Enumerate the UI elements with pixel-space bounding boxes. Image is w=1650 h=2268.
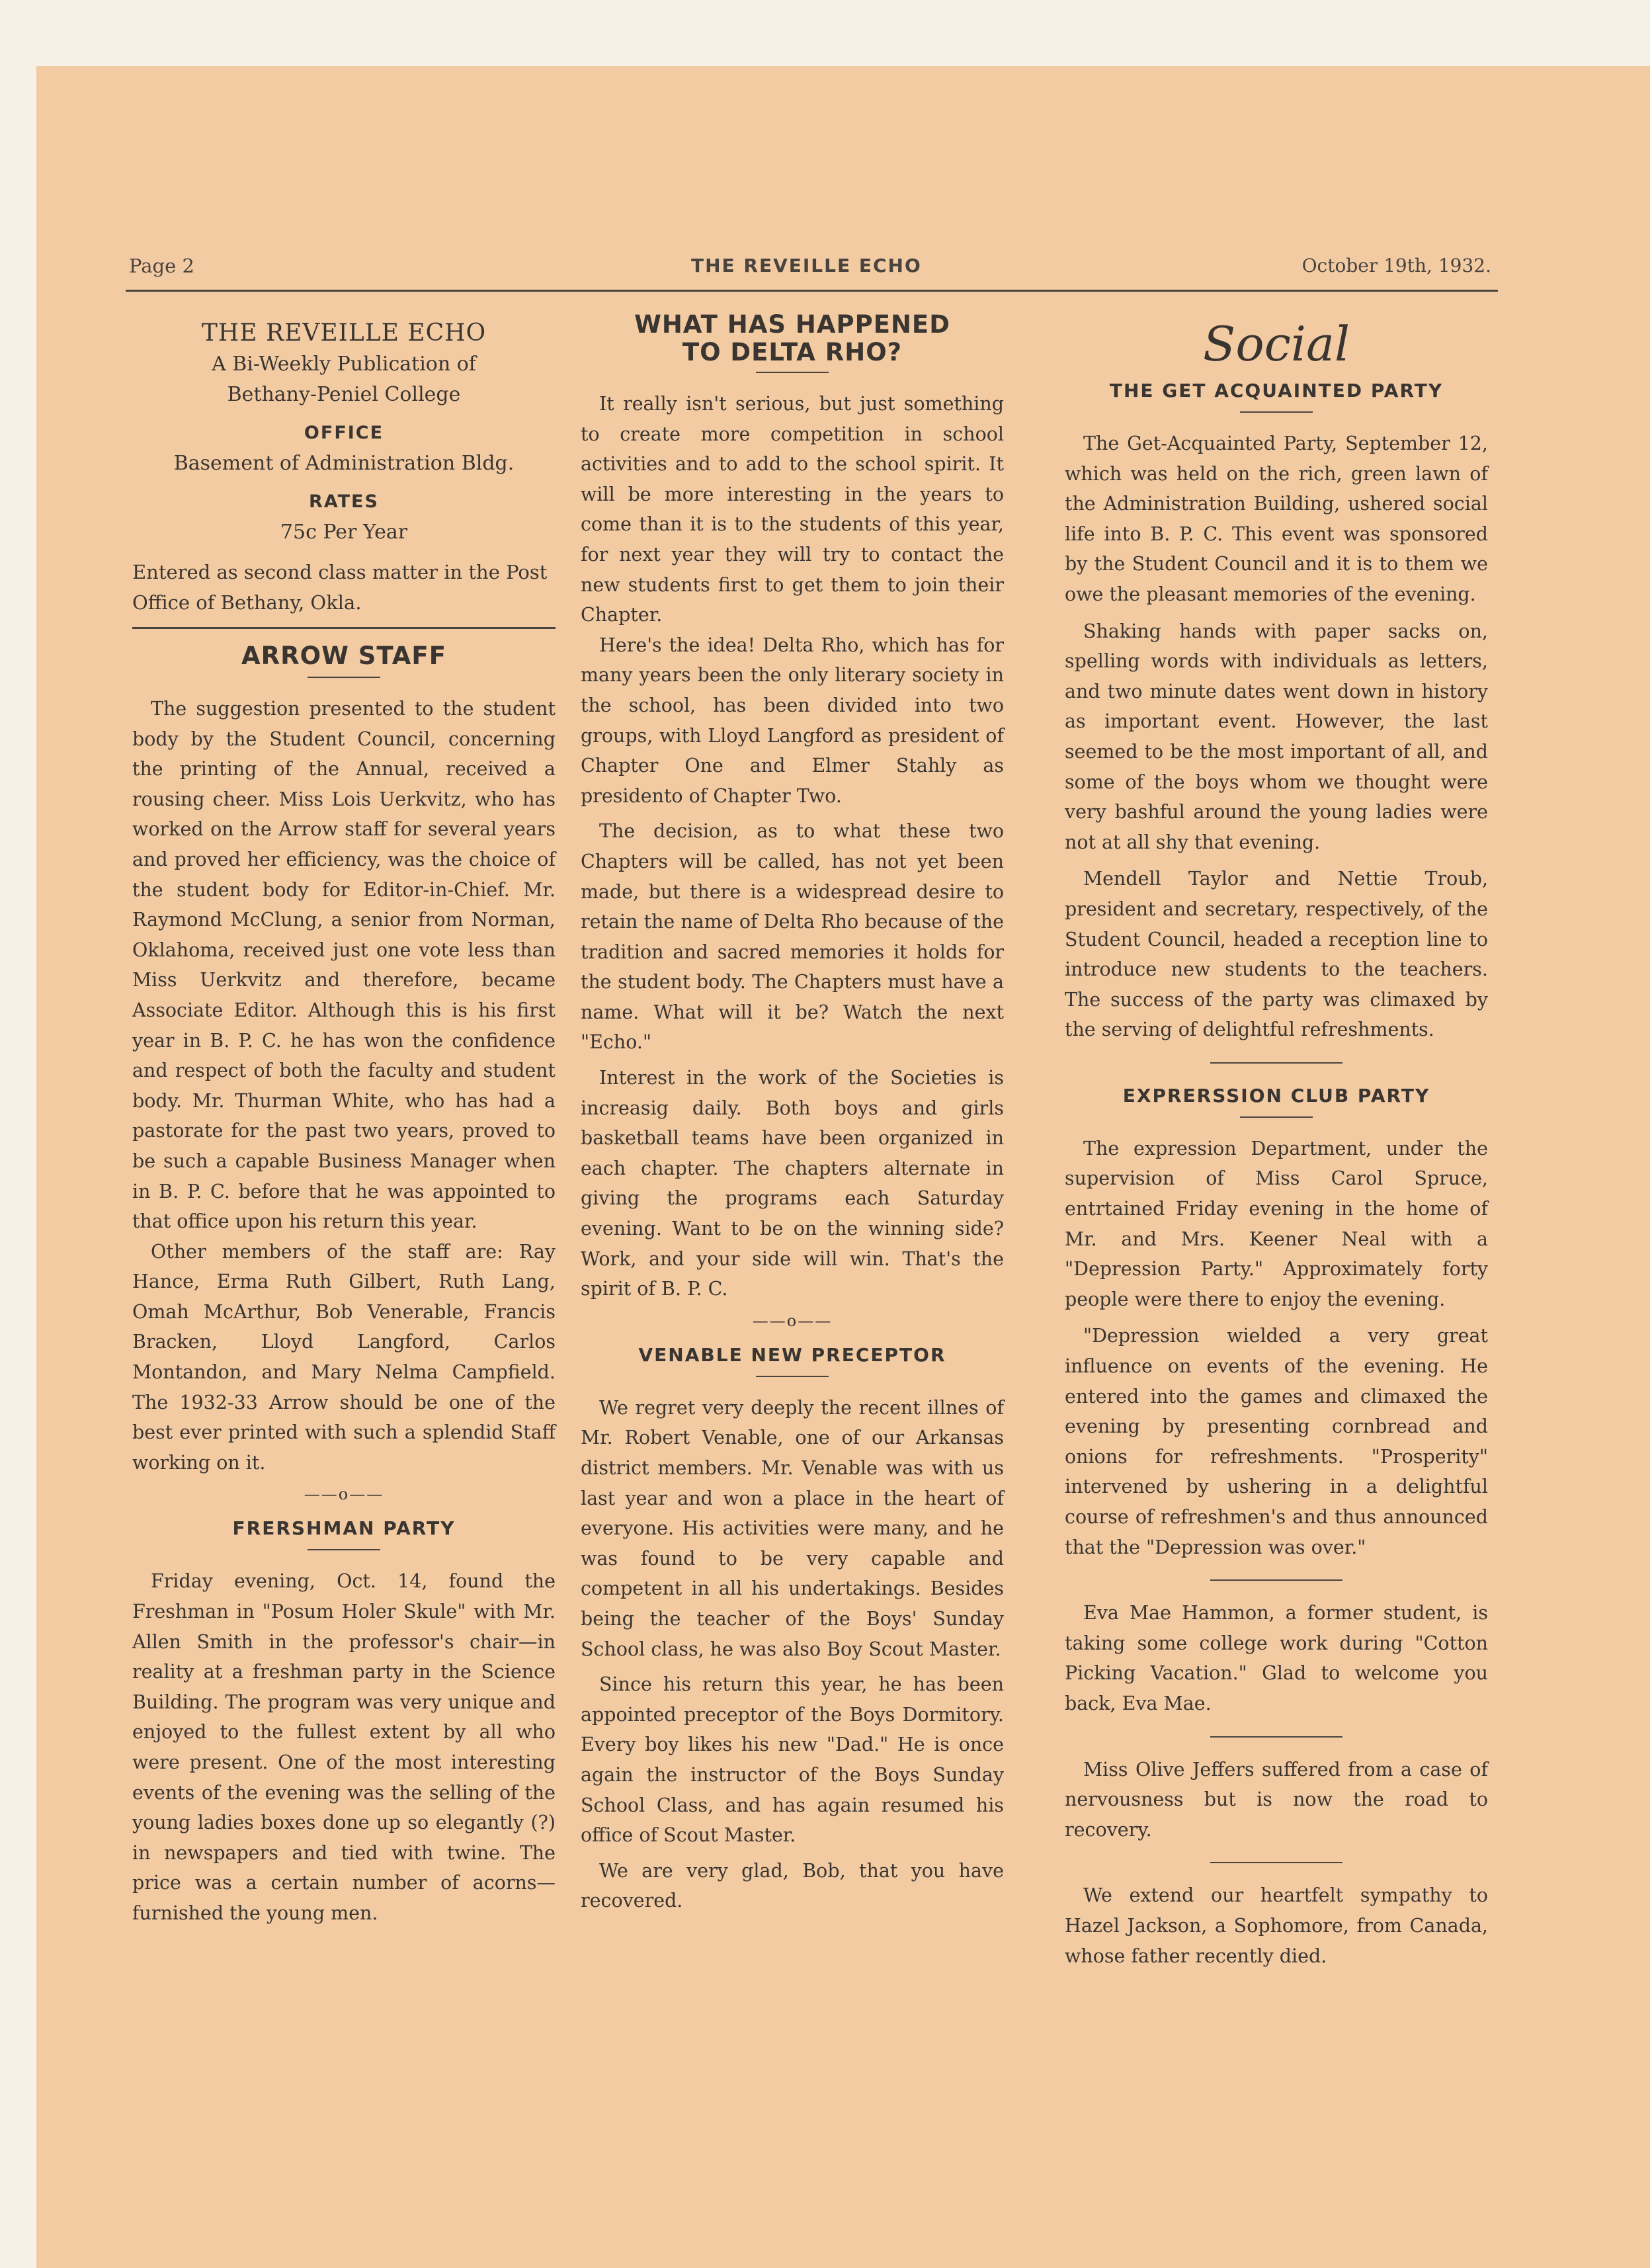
article-separator: ——o——: [304, 1485, 384, 1504]
delta-rho-paragraph: It really isn't serious, but just something to create more competition in school activities and to add to the school spirit. It will be more interesting in the years to come than it is to the students of this year, for next year they will try to contact the new students first to get them to join their Chapter.: [581, 393, 1004, 626]
get-acquainted-paragraph: Shaking hands with paper sacks on, spelling words with individuals as letters, and two minute dates went down in history as important event. However, the last seemed to be the most important of all, and some of the boys whom we thought were very bashful around the young ladies were not at all shy that evening.: [1065, 620, 1488, 853]
masthead-office-heading: OFFICE: [304, 423, 384, 443]
page-header: [129, 255, 1491, 281]
venable-paragraph: We are very glad, Bob, that you have recovered.: [581, 1859, 1004, 1912]
arrow-staff-headline: ARROW STAFF: [241, 642, 446, 670]
delta-rho-headline-line-2: TO DELTA RHO?: [682, 338, 903, 366]
masthead-rates: 75c Per Year: [280, 521, 408, 544]
column-2: [581, 311, 1004, 1916]
arrow-staff-paragraph: The suggestion presented to the student body by the Student Council, concerning the printing of the Annual, received a rousing cheer. Miss Lois Uerkvitz, who has worked on the Arrow staff for several years and proved her efficiency, was the choice of the student body for Editor-in-Chief. Mr. Raymond McClung, a senior from Norman, Oklahoma, received just one vote less than Miss Uerkvitz and therefore, became Associate Editor. Although this is his first year in B. P. C. he has won the confidence and respect of both the faculty and student body. Mr. Thurman White, who has had a pastorate for the past two years, proved to be such a capable Business Manager when in B. P. C. before that he was appointed to that office upon his return this year.: [132, 698, 556, 1233]
venable-paragraph: We regret very deeply the recent illnes of Mr. Robert Venable, one of our Arkansas district members. Mr. Venable was with us last year and won a place in the heart of everyone. His activities were many, and he was found to be very capable and competent in all his undertakings. Besides being the teacher of the Boys' Sunday School class, he was also Boy Scout Master.: [581, 1396, 1004, 1660]
eva-mae-note: Eva Mae Hammon, a former student, is taking some college work during "Cotton Picking Vacation." Glad to welcome you back, Eva Mae.: [1065, 1602, 1488, 1714]
headline-dash: [308, 677, 380, 678]
masthead-rates-heading: RATES: [309, 491, 379, 512]
expression-club-paragraph: The expression Department, under the supervision of Miss Carol Spruce, entrtained Friday evening in the home of Mr. and Mrs. Keener Neal with a "Depression Party." Approximately forty people were there to enjoy the evening.: [1065, 1137, 1488, 1310]
headline-dash: [1240, 1116, 1313, 1118]
article-separator: [1210, 1736, 1342, 1738]
delta-rho-paragraph: Here's the idea! Delta Rho, which has for many years been the only literary society in the school, has been divided into two groups, with Lloyd Langford as president of Chapter One and Elmer Stahly as presidento of Chapter Two.: [581, 634, 1004, 807]
column-3: [1065, 311, 1488, 1971]
header-paper-name: THE REVEILLE ECHO: [691, 255, 922, 276]
header-rule: [126, 290, 1498, 292]
header-date: October 19th, 1932.: [1301, 255, 1491, 276]
masthead-title: THE REVEILLE ECHO: [201, 319, 487, 347]
headline-dash: [756, 372, 829, 373]
column-1: [132, 311, 556, 1929]
masthead-line-2: Bethany-Peniel College: [227, 383, 461, 406]
olive-jeffers-note: Miss Olive Jeffers suffered from a case of nervousness but is now the road to recovery.: [1065, 1758, 1488, 1841]
expression-club-paragraph: "Depression wielded a very great influence on events of the evening. He entered into the games and climaxed the evening by presenting cornbread and onions for refreshments. "Prosperity" intervened by ushering in a delightful course of refreshmen's and thus announced that the "Depression was over.": [1065, 1325, 1488, 1558]
venable-paragraph: Since his return this year, he has been appointed preceptor of the Boys Dormitory. Every boy likes his new "Dad." He is once again the instructor of the Boys Sunday School Class, and has again resumed his office of Scout Master.: [581, 1673, 1004, 1847]
get-acquainted-headline: THE GET ACQUAINTED PARTY: [1109, 380, 1444, 401]
masthead-entered: Entered as second class matter in the Post Office of Bethany, Okla.: [132, 561, 548, 614]
get-acquainted-paragraph: The Get-Acquainted Party, September 12, which was held on the rich, green lawn of the Administration Building, ushered social life into B. P. C. This event was sponsored by the Student Council and it is to them we owe the pleasant memories of the evening.: [1065, 433, 1488, 605]
social-section-title: Social: [1203, 316, 1350, 372]
article-separator: [1210, 1862, 1342, 1863]
freshman-party-paragraph: Friday evening, Oct. 14, found the Freshman in "Posum Holer Skule" with Mr. Allen Smith in the professor's chair—in reality at a freshman party in the Science Building. The program was very unique and enjoyed to the fullest extent by all who were present. One of the most interesting events of the evening was the selling of the young ladies boxes done up so elegantly (?) in newspapers and tied with twine. The price was a certain number of acorns—furnished the young men.: [132, 1570, 556, 1924]
page-number: Page 2: [129, 255, 194, 277]
masthead-line-1: A Bi-Weekly Publication of: [212, 353, 476, 376]
article-separator: ——o——: [752, 1311, 833, 1330]
headline-dash: [308, 1549, 380, 1550]
article-separator: [1210, 1579, 1342, 1581]
delta-rho-paragraph: Interest in the work of the Societies is increasig daily. Both boys and girls basketball teams have been organized in each chapter. The chapters alternate in giving the programs each Saturday evening. Want to be on the winning side? Work, and your side will win. That's the spirit of B. P. C.: [581, 1067, 1004, 1300]
hazel-jackson-note: We extend our heartfelt sympathy to Hazel Jackson, a Sophomore, from Canada, whose father recently died.: [1065, 1884, 1488, 1967]
delta-rho-paragraph: The decision, as to what these two Chapters will be called, has not yet been made, but there is a widespread desire to retain the name of Delta Rho because of the tradition and sacred memories it holds for the student body. The Chapters must have a name. What will it be? Watch the next "Echo.": [581, 820, 1004, 1054]
delta-rho-headline-line-1: WHAT HAS HAPPENED: [634, 310, 950, 339]
freshman-party-headline: FRERSHMAN PARTY: [232, 1517, 456, 1540]
headline-dash: [1240, 411, 1313, 413]
headline-dash: [756, 1376, 829, 1377]
article-separator: [1210, 1062, 1342, 1064]
masthead-rule: [132, 627, 556, 629]
venable-headline: VENABLE NEW PRECEPTOR: [638, 1343, 946, 1366]
arrow-staff-paragraph: Other members of the staff are: Ray Hance, Erma Ruth Gilbert, Ruth Lang, Omah McArthur, Bob Venerable, Francis Bracken, Lloyd Langford, Carlos Montandon, and Mary Nelma Campfield. The 1932-33 Arrow should be one of the best ever printed with such a splendid Staff working on it.: [132, 1240, 556, 1474]
masthead-office: Basement of Administration Bldg.: [173, 452, 515, 475]
get-acquainted-paragraph: Mendell Taylor and Nettie Troub, president and secretary, respectively, of the Student Council, headed a reception line to introduce new students to the teachers. The success of the party was climaxed by the serving of delightful refreshments.: [1065, 868, 1488, 1041]
expression-club-headline: EXPRERSSION CLUB PARTY: [1122, 1084, 1430, 1107]
